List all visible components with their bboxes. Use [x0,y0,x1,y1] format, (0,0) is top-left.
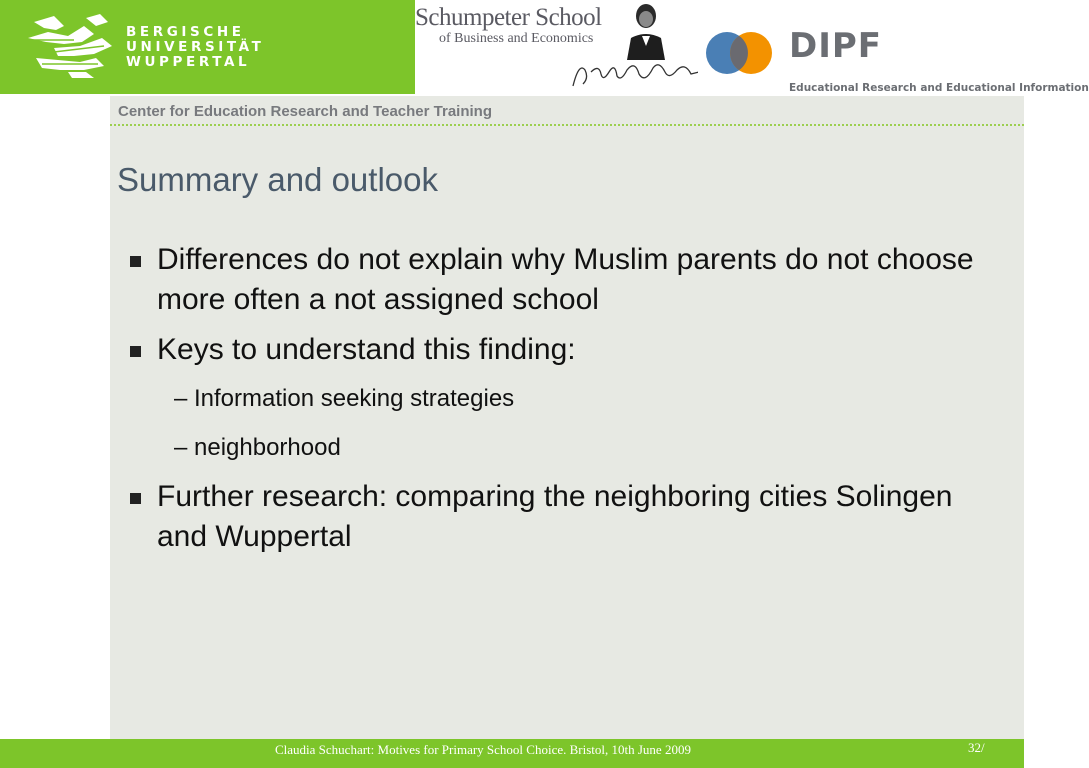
bullet-marker-icon [130,256,141,267]
sub-bullet-text-2: neighborhood [194,434,341,461]
divider [110,124,1024,126]
dipf-logo [698,0,1089,97]
bullet-item-3 [128,477,1008,557]
bullet-marker-icon [130,346,141,357]
sub-bullet-marker: – [174,385,188,412]
university-banner [0,0,415,94]
bullet-text-1: Differences do not explain why Muslim parents do not choose more often a not assigned school [157,243,974,316]
bullet-text-3: Further research: comparing the neighboring cities Solingen and Wuppertal [157,480,953,553]
bullet-text-2: Keys to understand this finding: [157,333,576,366]
sub-bullet-item-2 [128,433,1008,463]
university-name-line-1: BERGISCHE [126,24,245,40]
university-name-line-3: WUPPERTAL [126,54,251,70]
dipf-name: DIPF [789,26,883,66]
department-title: Center for Education Research and Teacher Training [118,103,492,120]
dipf-circles-icon [706,30,774,76]
sub-bullet-item-1 [128,384,1008,414]
portrait-icon [621,0,671,60]
sub-bullet-text-1: Information seeking strategies [194,385,515,412]
sub-bullet-marker: – [174,434,188,461]
bullet-item-1 [128,240,1008,320]
bullet-list [128,240,1008,557]
footer-text: Claudia Schuchart: Motives for Primary School Choice. Bristol, 10th June 2009 [275,742,691,757]
university-name [126,25,264,70]
signature-icon [565,52,705,92]
schumpeter-title: Schumpeter School [415,4,602,31]
bullet-marker-icon [130,493,141,504]
schumpeter-school-logo [415,0,705,94]
slide-title: Summary and outlook [117,161,438,198]
dipf-subtitle: Educational Research and Educational Information [789,82,1089,94]
bullet-item-2 [128,330,1008,370]
schumpeter-subtitle: of Business and Economics [439,31,594,46]
page-number: 32/ [968,740,985,755]
university-lion-logo-icon [24,12,116,80]
university-name-line-2: UNIVERSITÄT [126,39,265,55]
